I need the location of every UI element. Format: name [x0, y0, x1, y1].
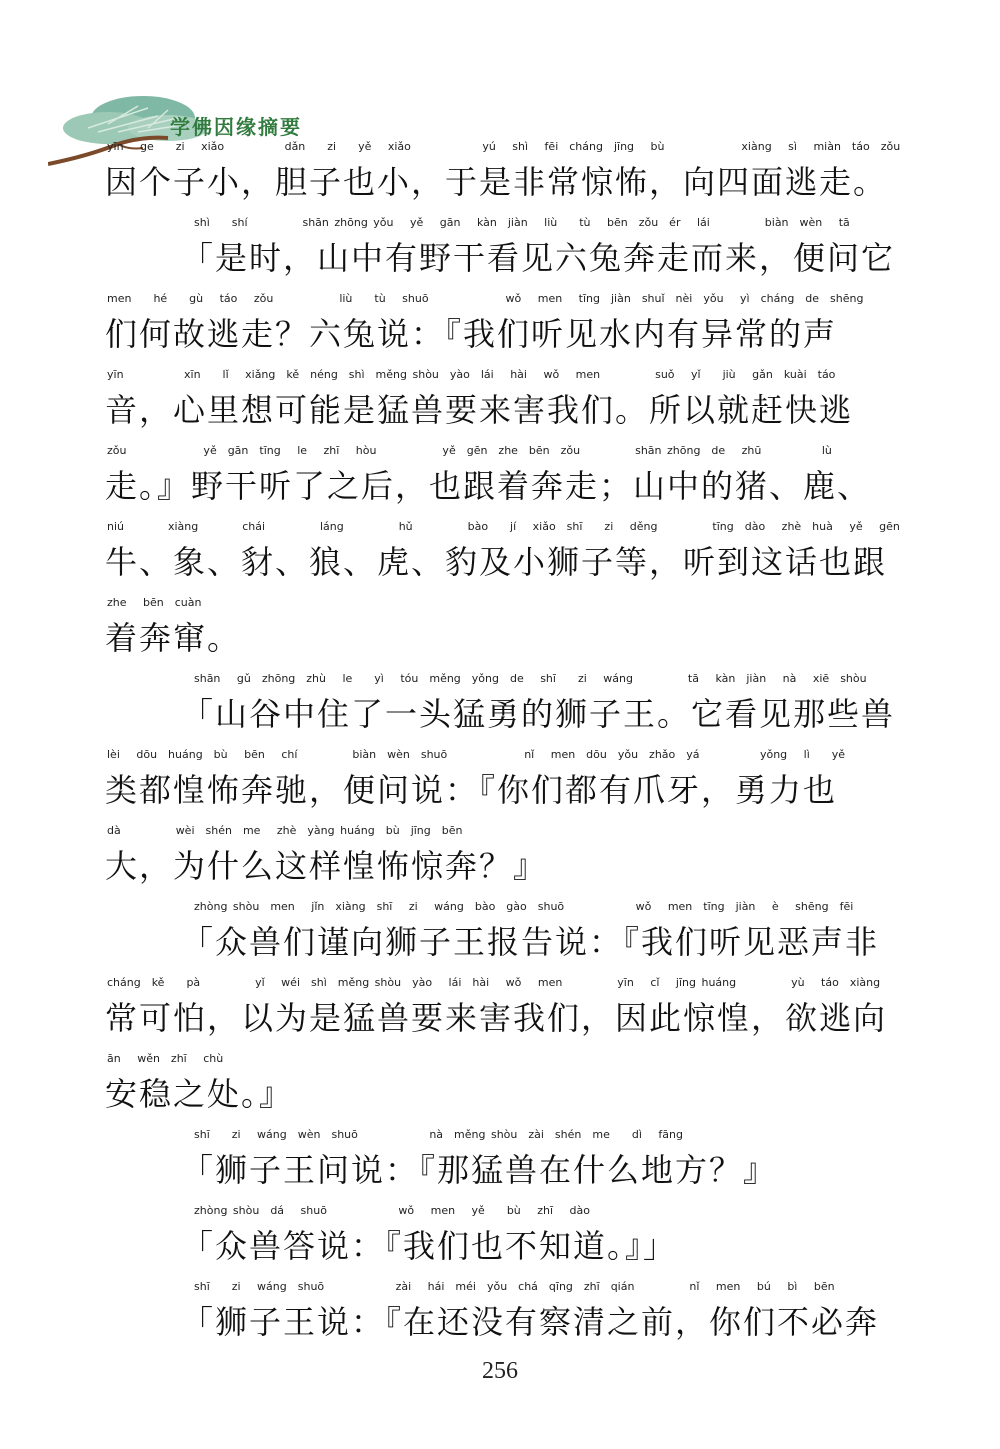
book-title: 学佛因缘摘要: [170, 115, 302, 139]
page-number: 256: [482, 1358, 518, 1384]
pinyin-line: zǒu yě gān tīng le zhī hòu yě gēn zhe bēn zǒu shān zhōng de zhū lù: [107, 444, 832, 457]
chinese-text: 们何故逃走？六兔说：『我们听见水内有异常的声: [105, 315, 838, 353]
chinese-text: 「狮子王说：『在还没有察清之前，你们不必奔: [181, 1303, 880, 1341]
pinyin-line: shī zi wáng shuō zài hái méi yǒu chá qīng zhī qián nǐ men bú bì bēn: [183, 1280, 835, 1293]
chinese-text: 牛、象、豺、狼、虎、豹及小狮子等，听到这话也跟: [105, 543, 888, 581]
chinese-text: 「众兽答说：『我们也不知道。』」: [181, 1227, 678, 1265]
chinese-text: 类都惶怖奔驰，便问说：『你们都有爪牙，勇力也: [105, 771, 838, 809]
pinyin-line: shān gǔ zhōng zhù le yì tóu měng yǒng de shī zi wáng tā kàn jiàn nà xiē shòu: [183, 672, 867, 685]
pinyin-line: zhe bēn cuàn: [107, 596, 202, 609]
pinyin-line: shī zi wáng wèn shuō nà měng shòu zài shén me dì fāng: [183, 1128, 683, 1141]
chinese-text: 音，心里想可能是猛兽要来害我们。所以就赶快逃: [105, 391, 854, 429]
pinyin-line: dà wèi shén me zhè yàng huáng bù jīng bēn: [107, 824, 463, 837]
chinese-text: 「众兽们谨向狮子王报告说：『我们听见恶声非: [181, 923, 880, 961]
pinyin-line: lèi dōu huáng bù bēn chí biàn wèn shuō nǐ men dōu yǒu zhǎo yá yǒng lì yě: [107, 748, 846, 761]
chinese-text: 「山谷中住了一头猛勇的狮子王。它看见那些兽: [181, 695, 896, 733]
pinyin-line: yīn xīn lǐ xiǎng kě néng shì měng shòu yào lái hài wǒ men suǒ yǐ jiù gǎn kuài táo: [107, 368, 836, 381]
pinyin-line: niú xiàng chái láng hǔ bào jí xiǎo shī zi děng tīng dào zhè huà yě gēn: [107, 520, 900, 533]
pinyin-line: yīn ge zi xiǎo dǎn zi yě xiǎo yú shì fēi cháng jīng bù xiàng sì miàn táo zǒu: [107, 140, 901, 153]
chinese-text: 因个子小，胆子也小，于是非常惊怖，向四面逃走。: [105, 163, 888, 201]
chinese-text: 着奔窜。: [105, 619, 242, 657]
pinyin-line: shì shí shān zhōng yǒu yě gān kàn jiàn liù tù bēn zǒu ér lái biàn wèn tā: [183, 216, 850, 229]
pinyin-line: cháng kě pà yǐ wéi shì měng shòu yào lái hài wǒ men yīn cǐ jīng huáng yù táo xiàng: [107, 976, 881, 989]
chinese-text: 「狮子王问说：『那猛兽在什么地方？』: [181, 1151, 778, 1189]
chinese-text: 大，为什么这样惶怖惊奔？』: [105, 847, 548, 885]
pinyin-line: ān wěn zhī chù: [107, 1052, 224, 1065]
chinese-text: 「是时，山中有野干看见六兔奔走而来，便问它: [181, 239, 896, 277]
pinyin-line: zhòng shòu dá shuō wǒ men yě bù zhī dào: [183, 1204, 591, 1217]
pinyin-line: men hé gù táo zǒu liù tù shuō wǒ men tīng jiàn shuǐ nèi yǒu yì cháng de shēng: [107, 292, 864, 305]
chinese-text: 安稳之处。』: [105, 1075, 294, 1113]
pinyin-line: zhòng shòu men jǐn xiàng shī zi wáng bào gào shuō wǒ men tīng jiàn è shēng fēi: [183, 900, 854, 913]
chinese-text: 常可怕，以为是猛兽要来害我们，因此惊惶，欲逃向: [105, 999, 888, 1037]
chinese-text: 走。』野干听了之后，也跟着奔走；山中的猪、鹿、: [105, 467, 872, 505]
